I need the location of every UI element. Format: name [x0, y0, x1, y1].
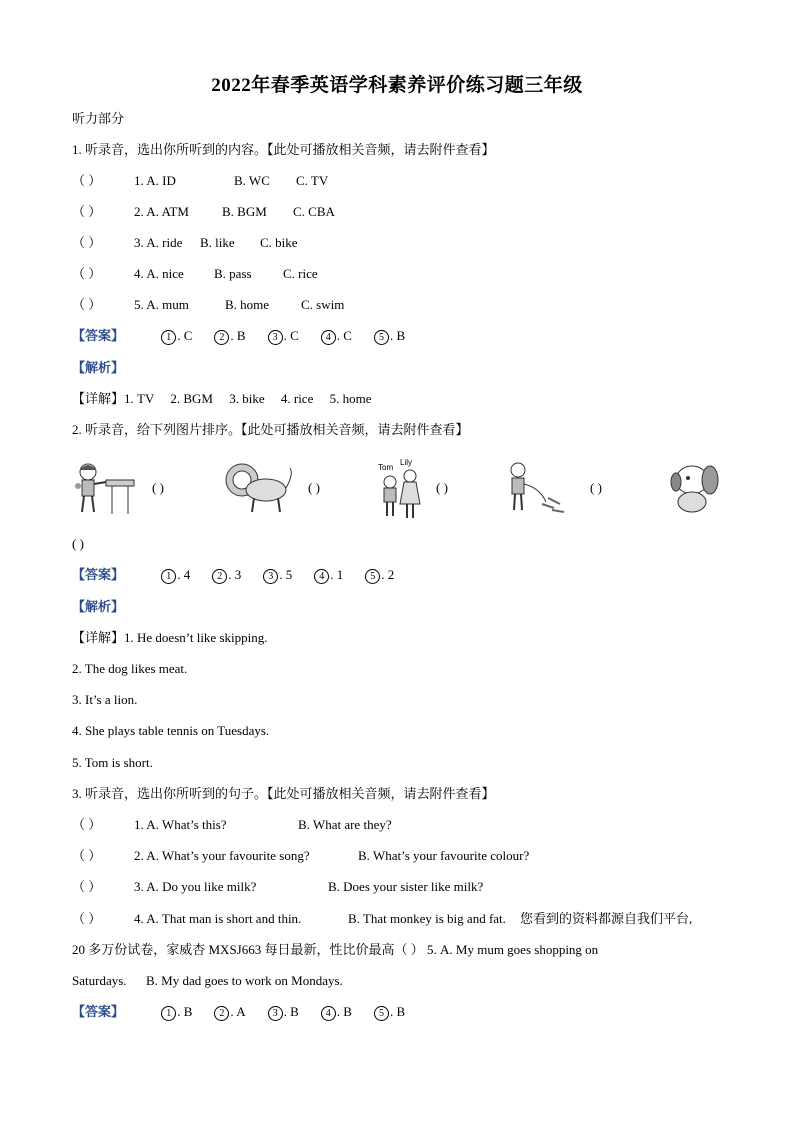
q3-item-1: （ ） 1. A. What’s this? B. What are they?	[72, 817, 392, 832]
answer-blank[interactable]: （ ）	[72, 266, 102, 281]
q3-item-5-cont: Saturdays. B. My dad goes to work on Mondays.	[72, 973, 343, 988]
detail-label: 【详解】	[72, 391, 125, 406]
answer-blank[interactable]: （ ）	[72, 297, 102, 312]
option-c: C. bike	[260, 235, 298, 250]
answer-4: 4 . B	[321, 1003, 352, 1021]
q1-item-1	[72, 172, 328, 190]
q2-detail-1: 【详解】1. He doesn’t like skipping.	[72, 630, 268, 645]
q2-detail-3: 3. It’s a lion.	[72, 692, 138, 707]
boy-skipping-picture	[506, 458, 570, 518]
option-a: 3. A. ride	[134, 235, 183, 250]
answer-2: 2 . B	[214, 327, 245, 345]
answer-4: 4 . 1	[314, 566, 343, 584]
option-c: C. rice	[283, 266, 318, 281]
analysis-label: 【解析】	[72, 360, 125, 375]
answer-3: 3 . C	[268, 327, 299, 345]
answer-blank[interactable]: （ ）	[72, 173, 102, 188]
q2-detail-5: 5. Tom is short.	[72, 755, 153, 770]
q3-item-2: （ ） 2. A. What’s your favourite song? B. What’s your favourite colour?	[72, 848, 530, 863]
picture-blank-5[interactable]: ( )	[72, 536, 84, 551]
q1-item-5	[72, 296, 344, 314]
q3-item-5: 20 多万份试卷，家威杏 MXSJ663 每日最新，性比价最高（ ） 5. A. My mum goes shopping on	[72, 942, 599, 957]
q1-item-3	[72, 234, 298, 252]
answer-2: 2 . A	[214, 1003, 245, 1021]
tom-lily-picture	[378, 458, 426, 522]
dog-picture	[666, 458, 722, 516]
picture-row	[72, 458, 722, 522]
watermark-text-2: 20 多万份试卷，家威杏 MXSJ663 每日最新，性比价最高	[72, 942, 395, 957]
answer-1: 1 . B	[161, 1003, 192, 1021]
q2-prompt: 2. 听录音，给下列图片排序。【此处可播放相关音频，请去附件查看】	[72, 422, 469, 437]
option-b: B. pass	[214, 266, 252, 281]
page-title: 2022年春季英语学科素养评价练习题三年级	[211, 75, 583, 96]
answer-1: 1 . 4	[161, 566, 190, 584]
option-b: B. home	[225, 297, 270, 312]
girl-table-tennis-picture	[72, 458, 136, 518]
q1-answer-row	[72, 327, 427, 345]
picture-blank-3[interactable]: ( )	[436, 480, 448, 495]
q3-item-3: （ ） 3. A. Do you like milk? B. Does your sister like milk?	[72, 879, 484, 894]
q1-item-2	[72, 203, 335, 221]
option-a: 4. A. nice	[134, 266, 184, 281]
answer-1: 1 . C	[161, 327, 192, 345]
option-c: C. TV	[296, 173, 329, 188]
analysis-label: 【解析】	[72, 599, 125, 614]
answer-label: 【答案】	[72, 567, 125, 582]
answer-blank[interactable]: （ ）	[72, 817, 102, 832]
option-a: 2. A. ATM	[134, 204, 189, 219]
answer-blank[interactable]: （ ）	[394, 942, 424, 957]
section-heading: 听力部分	[72, 111, 125, 126]
answer-3: 3 . 5	[263, 566, 292, 584]
answer-blank[interactable]: （ ）	[72, 204, 102, 219]
answer-blank[interactable]: （ ）	[72, 848, 102, 863]
watermark-text: 您看到的资料都源自我们平台,	[520, 911, 693, 926]
option-c: C. CBA	[293, 204, 335, 219]
option-b: B. like	[200, 235, 235, 250]
q1-detail	[72, 390, 371, 408]
answer-label: 【答案】	[72, 1004, 125, 1019]
picture-blank-4[interactable]: ( )	[590, 480, 602, 495]
option-a: 5. A. mum	[134, 297, 189, 312]
lily-label: Lily	[400, 458, 413, 467]
answer-3: 3 . B	[268, 1003, 299, 1021]
tom-label: Tom	[378, 463, 394, 472]
q2-detail-4: 4. She plays table tennis on Tuesdays.	[72, 723, 270, 738]
q1-item-4	[72, 265, 318, 283]
q3-item-4: （ ） 4. A. That man is short and thin. B. That monkey is big and fat. 您看到的资料都源自我们平台,	[72, 911, 693, 926]
option-a: 1. A. ID	[134, 173, 176, 188]
answer-blank[interactable]: （ ）	[72, 879, 102, 894]
answer-5: 5 . B	[374, 327, 405, 345]
answer-5: 5 . 2	[365, 566, 394, 584]
picture-blank-1[interactable]: ( )	[152, 480, 164, 495]
answer-4: 4 . C	[321, 327, 352, 345]
q3-answer-row	[72, 1003, 427, 1021]
answer-blank[interactable]: （ ）	[72, 911, 102, 926]
answer-5: 5 . B	[374, 1003, 405, 1021]
answer-blank[interactable]: （ ）	[72, 235, 102, 250]
q2-answer-row	[72, 566, 416, 584]
option-c: C. swim	[301, 297, 345, 312]
option-b: B. WC	[234, 173, 270, 188]
picture-blank-2[interactable]: ( )	[308, 480, 320, 495]
q3-prompt: 3. 听录音，选出你所听到的句子。【此处可播放相关音频，请去附件查看】	[72, 786, 495, 801]
detail-text: 1. TV 2. BGM 3. bike 4. rice 5. home	[124, 391, 372, 406]
q2-detail-2: 2. The dog likes meat.	[72, 661, 188, 676]
detail-label: 【详解】	[72, 630, 125, 645]
answer-label: 【答案】	[72, 328, 125, 343]
option-b: B. BGM	[222, 204, 267, 219]
lion-picture	[222, 458, 294, 516]
answer-2: 2 . 3	[212, 566, 241, 584]
q1-prompt: 1. 听录音，选出你所听到的内容。【此处可播放相关音频，请去附件查看】	[72, 142, 495, 157]
